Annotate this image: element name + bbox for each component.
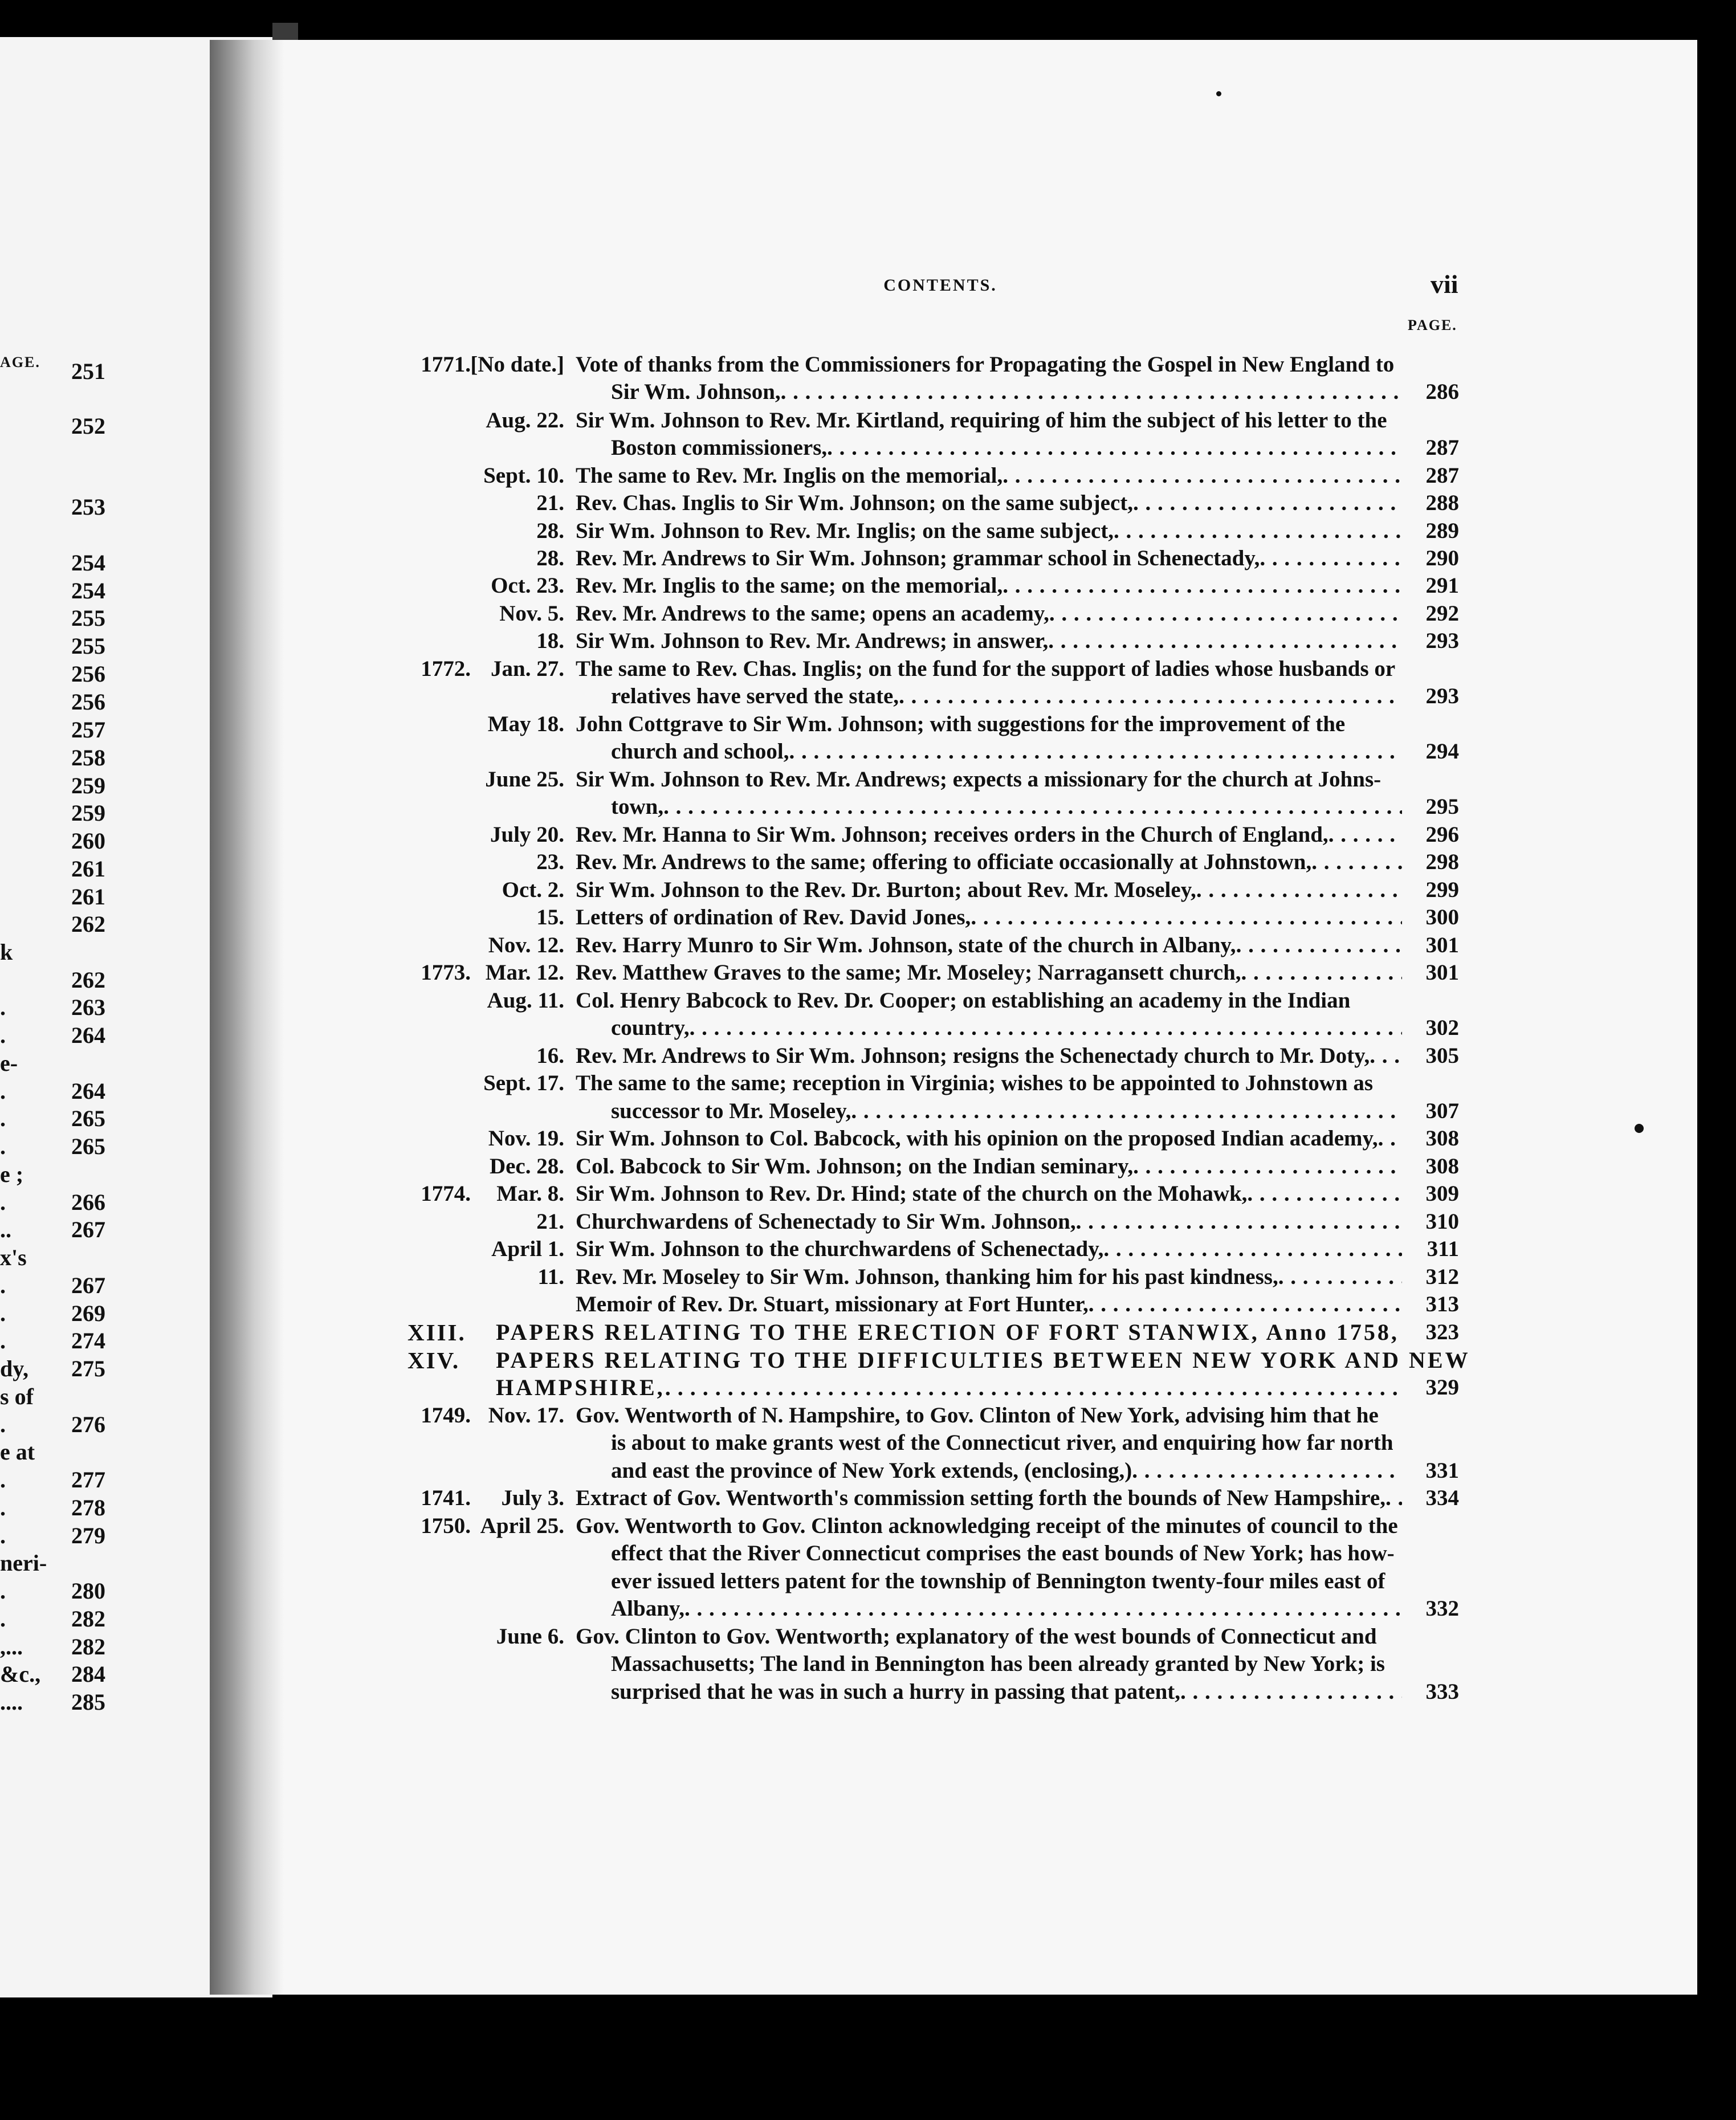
toc-entry (0, 462, 1736, 490)
entry-text: effect that the River Connecticut comprises the east bounds of New York; has how- (611, 1541, 1395, 1565)
toc-entry (0, 821, 1736, 849)
toc-entry (0, 876, 1736, 904)
left-page-fragment: dy, (0, 1356, 29, 1381)
entry-page-number: 308 (1425, 1126, 1459, 1151)
entry-page-number: 313 (1425, 1292, 1459, 1316)
toc-entry (0, 1319, 1736, 1346)
entry-text: country, . . . (611, 1014, 1402, 1042)
entry-page-number: 309 (1425, 1181, 1459, 1206)
entry-text: Sir Wm. Johnson, . . . (611, 378, 1402, 406)
entry-text: Rev. Mr. Hanna to Sir Wm. Johnson; receives orders in the Church of England, . . . (576, 821, 1402, 849)
entry-year: 1741. (421, 1486, 471, 1510)
left-page-number: 261 (71, 884, 105, 910)
left-page-fragment: &c., (0, 1661, 41, 1687)
entry-text: Rev. Harry Munro to Sir Wm. Johnson, state of the church in Albany, . . . (576, 932, 1402, 959)
entry-text: Sir Wm. Johnson to Rev. Mr. Kirtland, requiring of him the subject of his letter to the (576, 408, 1387, 433)
left-page-fragment: . (0, 1022, 6, 1048)
running-title: CONTENTS. (883, 276, 997, 295)
entry-page-number: 301 (1425, 960, 1459, 985)
toc-entry (0, 932, 1736, 959)
toc-entry (0, 1098, 1736, 1125)
toc-entry (0, 1208, 1736, 1236)
toc-entry (0, 1623, 1736, 1650)
entry-text: Sir Wm. Johnson to the churchwardens of Schenectady, . . . (576, 1236, 1402, 1263)
left-page-number: 264 (71, 1078, 105, 1104)
entry-page-number: 308 (1425, 1154, 1459, 1179)
left-page-number: 255 (71, 605, 105, 631)
left-page-number: 255 (71, 633, 105, 659)
left-page-number: 254 (71, 550, 105, 576)
entry-page-number: 333 (1425, 1679, 1459, 1704)
toc-entry (0, 1540, 1736, 1567)
entry-text: Letters of ordination of Rev. David Jones, . . . (576, 904, 1402, 931)
left-page-fragment: . (0, 1328, 6, 1353)
page-column-label: PAGE. (1408, 317, 1457, 333)
entry-page-number: 300 (1425, 905, 1459, 929)
left-page-number: 267 (71, 1273, 105, 1298)
entry-page-number: 305 (1425, 1043, 1459, 1068)
left-page-number: 275 (71, 1356, 105, 1381)
entry-page-number: 334 (1425, 1486, 1459, 1510)
toc-entry (0, 517, 1736, 545)
entry-text: John Cottgrave to Sir Wm. Johnson; with suggestions for the improvement of the (576, 712, 1346, 736)
toc-entry (0, 1512, 1736, 1540)
entry-text: successor to Mr. Moseley, . . . (611, 1098, 1402, 1125)
left-page-number: 266 (71, 1189, 105, 1215)
entry-date: 23. (536, 850, 564, 874)
toc-entry (0, 1650, 1736, 1678)
left-page-fragment: k (0, 939, 13, 965)
toc-entry (0, 1374, 1736, 1401)
entry-text: relatives have served the state, . . . (611, 683, 1402, 710)
entry-text: Gov. Wentworth of N. Hampshire, to Gov. Clinton of New York, advising him that he (576, 1403, 1379, 1428)
left-page-fragment: . (0, 1106, 6, 1131)
entry-page-number: 294 (1425, 739, 1459, 764)
toc-entry (0, 1678, 1736, 1706)
toc-entry (0, 572, 1736, 600)
toc-entry (0, 766, 1736, 793)
entry-text: Sir Wm. Johnson to Rev. Mr. Andrews; expects a missionary for the church at Johns- (576, 767, 1382, 792)
entry-text: Gov. Wentworth to Gov. Clinton acknowledging receipt of the minutes of council to the (576, 1514, 1398, 1538)
entry-text: Memoir of Rev. Dr. Stuart, missionary at Fort Hunter, . . . (576, 1291, 1402, 1318)
left-page-fragment: neri- (0, 1550, 47, 1576)
entry-date: Sept. 10. (483, 463, 564, 488)
entry-page-number: 291 (1425, 573, 1459, 598)
entry-page-number: 293 (1425, 684, 1459, 708)
left-page-fragment: . (0, 1300, 6, 1326)
entry-year: 1749. (421, 1403, 471, 1428)
entry-date: Mar. 12. (485, 960, 564, 985)
page-number: vii (1431, 270, 1458, 299)
entry-text: Gov. Clinton to Gov. Wentworth; explanatory of the west bounds of Connecticut and (576, 1624, 1377, 1649)
toc-entry (0, 1457, 1736, 1485)
entry-page-number: 331 (1425, 1458, 1459, 1483)
entry-text: Extract of Gov. Wentworth's commission setting forth the bounds of New Hampshire, . . . (576, 1485, 1402, 1512)
toc-entry (0, 1429, 1736, 1457)
left-page-fragment: e ; (0, 1161, 24, 1187)
section-number: XIII. (407, 1319, 466, 1346)
entry-page-number: 311 (1427, 1237, 1459, 1261)
toc-entry (0, 490, 1736, 517)
toc-entry (0, 545, 1736, 572)
entry-page-number: 286 (1425, 380, 1459, 404)
toc-entry (0, 738, 1736, 765)
entry-page-number: 295 (1425, 794, 1459, 819)
left-page-number: 265 (71, 1134, 105, 1159)
entry-date: Mar. 8. (496, 1181, 564, 1206)
toc-entry (0, 849, 1736, 876)
entry-date: May 18. (487, 712, 564, 736)
toc-entry (0, 1347, 1736, 1374)
toc-entry (0, 1014, 1736, 1042)
left-page-fragment: .. (0, 1217, 11, 1242)
entry-page-number: 288 (1425, 491, 1459, 515)
entry-date: 21. (536, 1209, 564, 1234)
entry-text: Col. Babcock to Sir Wm. Johnson; on the Indian seminary, . . . (576, 1153, 1402, 1180)
left-page-fragment: x's (0, 1245, 27, 1270)
entry-date: 15. (536, 905, 564, 929)
left-page-number: 256 (71, 689, 105, 715)
left-page-number: 259 (71, 800, 105, 826)
toc-entry (0, 407, 1736, 434)
speck-mark (1635, 1124, 1644, 1133)
left-page-fragment: . (0, 1495, 6, 1520)
left-page-number: 285 (71, 1689, 105, 1715)
entry-date: 16. (536, 1043, 564, 1068)
section-number: XIV. (407, 1347, 461, 1373)
entry-text: Rev. Mr. Andrews to the same; opens an academy, . . . (576, 600, 1402, 627)
entry-year: 1774. (421, 1181, 471, 1206)
entry-date: 28. (536, 519, 564, 543)
entry-page-number: 323 (1425, 1320, 1459, 1344)
toc-entry (0, 1485, 1736, 1512)
left-page-number: 282 (71, 1606, 105, 1632)
left-page-fragment: . (0, 1273, 6, 1298)
section-title: PAPERS RELATING TO THE ERECTION OF FORT STANWIX, Anno 1758, (496, 1319, 1399, 1345)
entry-text: Rev. Mr. Inglis to the same; on the memorial, . . . (576, 572, 1402, 600)
left-page-number: 278 (71, 1495, 105, 1520)
entry-year: 1771. (421, 352, 471, 377)
left-page-number: 254 (71, 578, 105, 604)
entry-text: Massachusetts; The land in Bennington has been already granted by New York; is (611, 1652, 1385, 1676)
toc-entry (0, 1263, 1736, 1291)
toc-entry (0, 793, 1736, 821)
entry-date: Sept. 17. (483, 1071, 564, 1095)
left-page-number: 274 (71, 1328, 105, 1353)
entry-text: The same to Rev. Chas. Inglis; on the fund for the support of ladies whose husbands or (576, 657, 1396, 681)
entry-text: and east the province of New York extends, (enclosing,) . . . (611, 1457, 1402, 1485)
toc-entry (0, 378, 1736, 406)
toc-entry (0, 1070, 1736, 1097)
left-page-number: 251 (71, 358, 105, 384)
left-page-number: 258 (71, 745, 105, 770)
entry-date: July 3. (501, 1486, 564, 1510)
entry-date: 21. (536, 491, 564, 515)
left-page-number: 260 (71, 828, 105, 854)
entry-date: 11. (537, 1265, 564, 1289)
left-page-fragment: . (0, 1134, 6, 1159)
entry-date: Oct. 23. (491, 573, 564, 598)
left-page-number: 257 (71, 717, 105, 743)
entry-page-number: 312 (1425, 1265, 1459, 1289)
left-page-fragment: . (0, 1078, 6, 1104)
entry-year: 1750. (421, 1514, 471, 1538)
toc-entry (0, 1125, 1736, 1152)
entry-text: Vote of thanks from the Commissioners for Propagating the Gospel in New England to (576, 352, 1395, 377)
entry-text: Boston commissioners, . . . (611, 434, 1402, 462)
entry-page-number: 287 (1425, 463, 1459, 488)
entry-page-number: 299 (1425, 878, 1459, 902)
left-page-number: 264 (71, 1022, 105, 1048)
left-page-fragment: s of (0, 1384, 34, 1409)
entry-date: April 1. (491, 1237, 564, 1261)
entry-text: Sir Wm. Johnson to Col. Babcock, with his opinion on the proposed Indian academy, . . . (576, 1125, 1402, 1152)
entry-date: [No date.] (470, 352, 564, 377)
entry-page-number: 307 (1425, 1099, 1459, 1123)
entry-date: Nov. 5. (499, 601, 564, 626)
entry-date: Dec. 28. (489, 1154, 564, 1179)
entry-text: The same to the same; reception in Virginia; wishes to be appointed to Johnstown as (576, 1071, 1373, 1095)
entry-text: Rev. Mr. Andrews to Sir Wm. Johnson; grammar school in Schenectady, . . . (576, 545, 1402, 572)
left-page-number: 261 (71, 856, 105, 882)
left-page-fragment: . (0, 1606, 6, 1632)
entry-date: June 6. (496, 1624, 564, 1649)
entry-date: Nov. 12. (488, 933, 564, 957)
left-page-fragment: e- (0, 1050, 18, 1076)
left-page-number: 277 (71, 1467, 105, 1493)
entry-text: is about to make grants west of the Connecticut river, and enquiring how far north (611, 1430, 1393, 1455)
left-page-fragment: . (0, 1578, 6, 1604)
entry-text: Rev. Mr. Andrews to Sir Wm. Johnson; resigns the Schenectady church to Mr. Doty, . . . (576, 1042, 1402, 1070)
entry-text: Rev. Mr. Moseley to Sir Wm. Johnson, thanking him for his past kindness, . . . (576, 1263, 1402, 1291)
entry-text: The same to Rev. Mr. Inglis on the memorial, . . . (576, 462, 1402, 490)
left-page-number: 276 (71, 1412, 105, 1437)
entry-page-number: 290 (1425, 546, 1459, 570)
toc-entry (0, 711, 1736, 738)
left-page-number: 280 (71, 1578, 105, 1604)
section-title: HAMPSHIRE, . . . (496, 1374, 1402, 1401)
left-page-fragment: . (0, 1523, 6, 1548)
entry-text: Sir Wm. Johnson to Rev. Dr. Hind; state of the church on the Mohawk, . . . (576, 1180, 1402, 1208)
entry-page-number: 298 (1425, 850, 1459, 874)
entry-page-number: 310 (1425, 1209, 1459, 1234)
toc-entry (0, 1291, 1736, 1318)
entry-page-number: 293 (1425, 629, 1459, 653)
entry-page-number: 302 (1425, 1016, 1459, 1040)
left-page-number: 265 (71, 1106, 105, 1131)
toc-entry (0, 1595, 1736, 1622)
entry-page-number: 332 (1425, 1596, 1459, 1621)
entry-page-number: 287 (1425, 435, 1459, 460)
left-page-number: 284 (71, 1661, 105, 1687)
entry-date: Nov. 19. (488, 1126, 564, 1151)
left-page-number: 259 (71, 773, 105, 798)
entry-text: Col. Henry Babcock to Rev. Dr. Cooper; on establishing an academy in the Indian (576, 988, 1351, 1013)
toc-entry (0, 1153, 1736, 1180)
toc-entry (0, 1402, 1736, 1429)
entry-date: Oct. 2. (502, 878, 564, 902)
entry-text: Sir Wm. Johnson to Rev. Mr. Andrews; in answer, . . . (576, 627, 1402, 655)
entry-text: Rev. Matthew Graves to the same; Mr. Moseley; Narragansett church, . . . (576, 959, 1402, 986)
entry-year: 1773. (421, 960, 471, 985)
entry-page-number: 329 (1425, 1375, 1459, 1400)
left-page-number: 267 (71, 1217, 105, 1242)
left-page-fragment: . (0, 994, 6, 1020)
entry-date: Nov. 17. (488, 1403, 564, 1428)
entry-text: Sir Wm. Johnson to Rev. Mr. Inglis; on the same subject, . . . (576, 517, 1402, 545)
toc-entry (0, 1236, 1736, 1263)
toc-entry (0, 1568, 1736, 1595)
entry-date: Aug. 11. (487, 988, 564, 1013)
left-page-number: 282 (71, 1634, 105, 1660)
entry-date: 28. (536, 546, 564, 570)
toc-entry (0, 434, 1736, 462)
left-page-number: 256 (71, 661, 105, 687)
left-page-number: 269 (71, 1300, 105, 1326)
toc-entry (0, 627, 1736, 655)
entry-page-number: 296 (1425, 822, 1459, 847)
section-title: PAPERS RELATING TO THE DIFFICULTIES BETWEEN NEW YORK AND NEW (496, 1347, 1470, 1373)
left-page-fragment: ,... (0, 1634, 23, 1660)
entry-text: church and school, . . . (611, 738, 1402, 765)
entry-date: July 20. (490, 822, 564, 847)
entry-text: Rev. Chas. Inglis to Sir Wm. Johnson; on the same subject, . . . (576, 490, 1402, 517)
left-page-number: 252 (71, 413, 105, 439)
entry-date: Jan. 27. (491, 657, 564, 681)
left-page-fragment: e at (0, 1439, 35, 1465)
entry-text: surprised that he was in such a hurry in passing that patent, . . . (611, 1678, 1402, 1706)
entry-date: June 25. (485, 767, 564, 792)
entry-text: Rev. Mr. Andrews to the same; offering to officiate occasionally at Johnstown, . . . (576, 849, 1402, 876)
entry-text: Sir Wm. Johnson to the Rev. Dr. Burton; about Rev. Mr. Moseley, . . . (576, 876, 1402, 904)
speck-mark (1216, 91, 1221, 96)
toc-entry (0, 655, 1736, 683)
entry-page-number: 292 (1425, 601, 1459, 626)
left-page-column-label: AGE. (0, 354, 40, 370)
left-page-number: 253 (71, 494, 105, 520)
entry-year: 1772. (421, 657, 471, 681)
toc-entry (0, 1180, 1736, 1208)
toc-entry (0, 904, 1736, 931)
toc-entry (0, 351, 1736, 378)
left-page-number: 262 (71, 911, 105, 937)
entry-text: ever issued letters patent for the township of Bennington twenty-four miles east of (611, 1569, 1385, 1593)
left-page-fragment: .... (0, 1689, 23, 1715)
left-page-fragment: . (0, 1412, 6, 1437)
entry-text: Albany, . . . (611, 1595, 1402, 1622)
toc-entry (0, 1042, 1736, 1070)
toc-entry (0, 600, 1736, 627)
left-page-number: 279 (71, 1523, 105, 1548)
left-page-fragment: . (0, 1467, 6, 1493)
entry-date: April 25. (480, 1514, 564, 1538)
left-page-fragment: . (0, 1189, 6, 1215)
entry-text: Churchwardens of Schenectady to Sir Wm. Johnson, . . . (576, 1208, 1402, 1236)
entry-page-number: 289 (1425, 519, 1459, 543)
left-page-number: 263 (71, 994, 105, 1020)
toc-entry (0, 683, 1736, 710)
entry-text: town, . . . (611, 793, 1402, 821)
entry-date: Aug. 22. (486, 408, 564, 433)
entry-date: 18. (536, 629, 564, 653)
toc-entry (0, 987, 1736, 1014)
entry-page-number: 301 (1425, 933, 1459, 957)
left-page-number: 262 (71, 967, 105, 993)
toc-entry (0, 959, 1736, 986)
